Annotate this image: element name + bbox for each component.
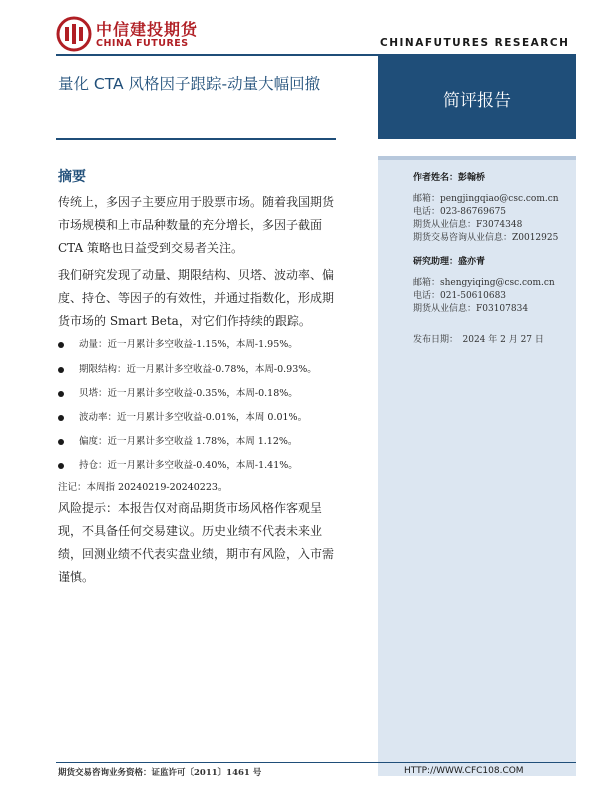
title-divider <box>56 138 336 140</box>
sidebar-top-band <box>378 156 576 160</box>
factor-bullet-text: 动量：近一月累计多空收益-1.15%，本周-1.95%。 <box>79 339 298 350</box>
abstract-heading: 摘要 <box>58 169 86 185</box>
report-title: 量化 CTA 风格因子跟踪-动量大幅回撤 <box>58 75 321 93</box>
factor-bullet <box>58 385 298 399</box>
license-notice: 期货交易咨询业务资格：证监许可〔2011〕1461 号 <box>58 768 262 778</box>
china-futures-logo-icon <box>56 16 92 52</box>
logo-chinese-name: 中信建投期货 <box>96 20 199 39</box>
factor-bullet <box>58 336 298 350</box>
assistant-name: 研究助理：盛亦青 <box>413 257 486 267</box>
report-type-label: 简评报告 <box>443 91 511 111</box>
factor-bullet-text: 波动率：近一月累计多空收益-0.01%，本周 0.01%。 <box>79 412 308 423</box>
logo-english-name: CHINA FUTURES <box>96 38 189 49</box>
bullet-dot-icon <box>58 415 64 421</box>
bullet-dot-icon <box>58 439 64 445</box>
publish-date: 发布日期： 2024 年 2 月 27 日 <box>413 335 544 345</box>
bullet-dot-icon <box>58 342 64 348</box>
factor-bullet-text: 偏度：近一月累计多空收益 1.78%，本周 1.12%。 <box>79 436 298 447</box>
footer-divider <box>56 762 576 763</box>
factor-bullet-text: 期限结构：近一月累计多空收益-0.78%，本周-0.93%。 <box>79 364 317 375</box>
period-note: 注记：本周指 20240219-20240223。 <box>58 482 228 493</box>
author-consult-license: 期货交易咨询从业信息：Z0012925 <box>413 233 559 243</box>
assistant-phone: 电话：021-50610683 <box>413 291 507 301</box>
author-license: 期货从业信息：F3074348 <box>413 220 523 230</box>
factor-bullet <box>58 361 317 375</box>
abstract-paragraph-2: 我们研究发现了动量、期限结构、贝塔、波动率、偏度、持仓、等因子的有效性，并通过指数化，形成期货市场的 Smart Beta，对它们作持续的跟踪。 <box>58 268 335 328</box>
company-logo <box>56 16 246 56</box>
bullet-dot-icon <box>58 391 64 397</box>
factor-bullet <box>58 409 307 423</box>
website-link[interactable]: HTTP://WWW.CFC108.COM <box>404 766 524 776</box>
report-type-box <box>378 56 576 139</box>
author-phone: 电话：023-86769675 <box>413 207 507 217</box>
author-email: 邮箱：pengjingqiao@csc.com.cn <box>413 194 559 204</box>
factor-bullet <box>58 457 298 471</box>
assistant-email: 邮箱：shengyiqing@csc.com.cn <box>413 278 555 288</box>
risk-warning: 风险提示：本报告仅对商品期货市场风格作客观呈现，不具备任何交易建议。历史业绩不代表未来业绩，回测业绩不代表实盘业绩，期市有风险，入市需谨慎。 <box>58 501 335 584</box>
factor-bullet-text: 贝塔：近一月累计多空收益-0.35%，本周-0.18%。 <box>79 388 298 399</box>
factor-bullet-text: 持仓：近一月累计多空收益-0.40%，本周-1.41%。 <box>79 460 298 471</box>
abstract-paragraph-1: 传统上，多因子主要应用于股票市场。随着我国期货市场规模和上市品种数量的充分增长，多因子截面 CTA 策略也日益受到交易者关注。 <box>58 195 335 255</box>
author-name: 作者姓名：彭翰桥 <box>413 173 486 183</box>
bullet-dot-icon <box>58 367 64 373</box>
factor-bullet <box>58 433 297 447</box>
research-brand: CHINAFUTURES RESEARCH <box>380 37 570 49</box>
author-sidebar <box>378 156 576 776</box>
bullet-dot-icon <box>58 463 64 469</box>
assistant-license: 期货从业信息：F03107834 <box>413 304 529 314</box>
